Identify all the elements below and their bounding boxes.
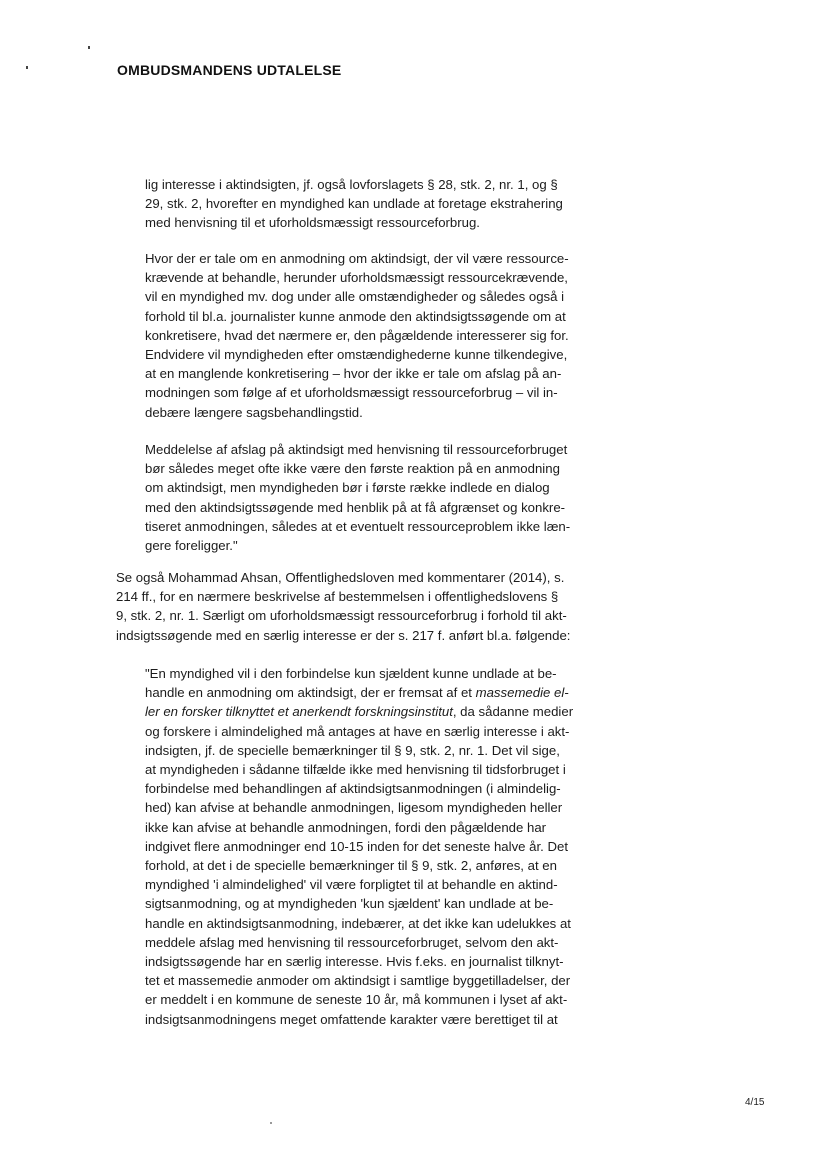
text-line: tiseret anmodningen, således at et eventuelt ressourceproblem ikke læn- [145, 518, 571, 534]
text-line: indsigtssøgende med en særlig interesse er der s. 217 f. anført bl.a. følgende: [116, 627, 571, 643]
text-line: 29, stk. 2, hvorefter en myndighed kan undlade at foretage ekstrahering [145, 196, 563, 212]
text-line: Se også Mohammad Ahsan, Offentlighedsloven med kommentarer (2014), s. [116, 570, 565, 585]
text-line: forbindelse med behandlingen af aktindsigtsanmodningen (i almindelig- [145, 781, 561, 797]
text-line: og forskere i almindelighed må antages at have en særlig interesse i akt- [145, 723, 570, 739]
text-line [145, 683, 573, 702]
text-line [145, 702, 573, 721]
text-line: "En myndighed vil i den forbindelse kun sjældent kunne undlade at be- [145, 666, 557, 681]
text-line: med henvisning til et uforholdsmæssigt ressourceforbrug. [145, 215, 480, 231]
text-line: meddele afslag med henvisning til ressourceforbruget, selvom den akt- [145, 934, 559, 950]
text-line: myndighed 'i almindelighed' vil være forpligtet til at behandle en aktind- [145, 877, 558, 893]
text-line: modningen som følge af et uforholdsmæssigt ressourceforbrug – vil in- [145, 385, 558, 401]
text-line: bør således meget ofte ikke være den første reaktion på en anmodning [145, 461, 560, 477]
text-line: at en manglende konkretisering – hvor der ikke er tale om afslag på an- [145, 366, 562, 382]
italic-text-run: ler en forsker tilknyttet et anerkendt forskningsinstitut [145, 704, 453, 720]
text-line: er meddelt i en kommune de seneste 10 år, må kommunen i lyset af akt- [145, 992, 568, 1008]
page-header-title: OMBUDSMANDENS UDTALELSE [117, 62, 342, 78]
text-line: ikke kan afvise at behandle anmodningen, fordi den pågældende har [145, 819, 547, 835]
text-line: indsigtssøgende har en særlig interesse. Hvis f.eks. en journalist tilknyt- [145, 954, 564, 970]
text-line: at myndigheden i sådanne tilfælde ikke med henvisning til tidsforbruget i [145, 762, 566, 778]
text-line: Meddelelse af afslag på aktindsigt med henvisning til ressourceforbruget [145, 442, 568, 457]
text-line: sigtsanmodning, og at myndigheden 'kun sjældent' kan undlade at be- [145, 896, 554, 912]
page-number: 4/15 [745, 1097, 765, 1108]
text-line: 9, stk. 2, nr. 1. Særligt om uforholdsmæssigt ressourceforbrug i forhold til akt- [116, 608, 567, 624]
quote-paragraph-3 [145, 440, 570, 555]
text-line: debære længere sagsbehandlingstid. [145, 404, 363, 420]
text-line: krævende at behandle, herunder uforholdsmæssigt ressourcekrævende, [145, 270, 568, 286]
text-run: , da sådanne medier [452, 704, 574, 720]
text-line: Endvidere vil myndigheden efter omstændighederne kunne tilkendegive, [145, 347, 568, 363]
text-line: om aktindsigt, men myndigheden bør i første række indlede en dialog [145, 480, 550, 496]
text-line: indgivet flere anmodninger end 10-15 inden for det seneste halve år. Det [145, 838, 569, 854]
text-line: indsigten, jf. de specielle bemærkninger til § 9, stk. 2, nr. 1. Det vil sige, [145, 742, 560, 758]
text-line: tet et massemedie anmoder om aktindsigt i samtlige byggetilladelser, der [145, 973, 571, 989]
quote-paragraph-1 [145, 175, 563, 233]
text-line: forhold til bl.a. journalister kunne anmode den aktindsigtssøgende om at [145, 308, 566, 324]
scan-speck-3 [270, 1122, 272, 1124]
scan-speck-2 [26, 66, 28, 69]
text-line: handle en aktindsigtsanmodning, indebærer, at det ikke kan udelukkes at [145, 915, 571, 931]
text-line: hed) kan afvise at behandle anmodningen, ligesom myndigheden heller [145, 800, 563, 816]
text-line: konkretisere, hvad det nærmere er, den pågældende interesserer sig for. [145, 327, 569, 343]
text-line: vil en myndighed mv. dog under alle omstændigheder og således også i [145, 289, 565, 305]
text-line: forhold, at det i de specielle bemærkninger til § 9, stk. 2, anføres, at en [145, 858, 557, 874]
text-line: gere foreligger." [145, 538, 238, 554]
text-run: handle en anmodning om aktindsigt, der er fremsat af et [145, 685, 476, 701]
text-line: indsigtsanmodningens meget omfattende karakter være berettiget til at [145, 1011, 558, 1027]
text-line: med den aktindsigtssøgende med henblik på at få afgrænset og konkre- [145, 499, 566, 515]
text-line: Hvor der er tale om en anmodning om aktindsigt, der vil være ressource- [145, 251, 569, 266]
quote-paragraph-2 [145, 249, 569, 422]
quote-paragraph-4 [145, 664, 573, 1029]
scan-speck-1 [88, 46, 90, 49]
main-paragraph [116, 568, 570, 645]
italic-text-run: massemedie el- [475, 685, 569, 701]
text-line: 214 ff., for en nærmere beskrivelse af bestemmelsen i offentlighedslovens § [116, 589, 559, 605]
text-line: lig interesse i aktindsigten, jf. også lovforslagets § 28, stk. 2, nr. 1, og § [145, 177, 558, 192]
